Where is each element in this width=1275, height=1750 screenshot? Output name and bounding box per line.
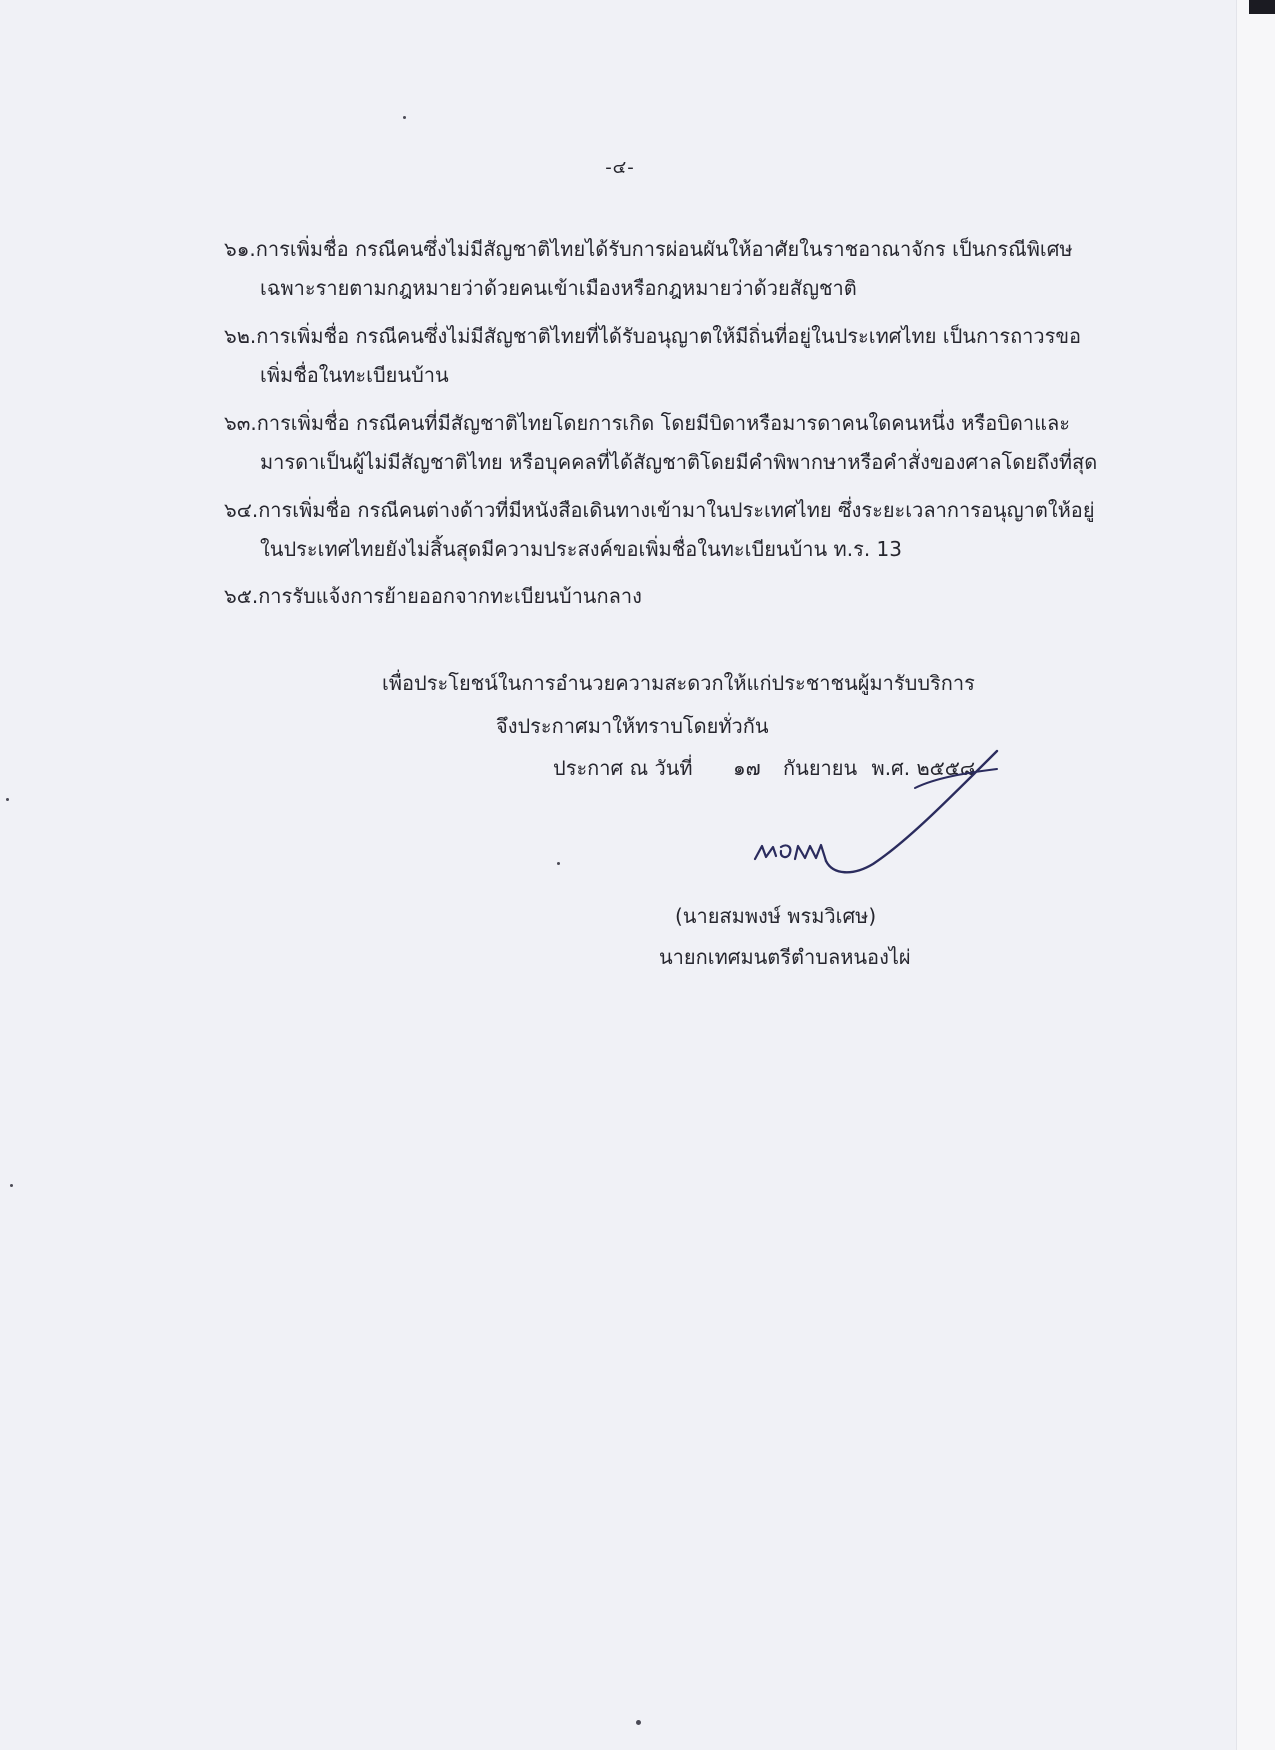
handwritten-signature: [745, 735, 1015, 885]
list-item-continuation: มารดาเป็นผู้ไม่มีสัญชาติไทย หรือบุคคลที่ได้สัญชาติโดยมีคำพิพากษาหรือคำสั่งของศาลโดยถึงที่สุด: [260, 450, 1098, 474]
closing-announce: จึงประกาศมาให้ทราบโดยทั่วกัน: [496, 714, 769, 738]
list-item-text: ๖๓.การเพิ่มชื่อ กรณีคนที่มีสัญชาติไทยโดยการเกิด โดยมีบิดาหรือมารดาคนใดคนหนึ่ง หรือบิดาและ: [224, 411, 1071, 435]
scan-speck: [10, 1184, 13, 1187]
date-prefix: ประกาศ ณ วันที่: [553, 756, 693, 780]
scan-corner-mark: [1249, 0, 1275, 14]
signer-name: (นายสมพงษ์ พรมวิเศษ): [675, 904, 877, 928]
date-month: กันยายน: [783, 756, 858, 780]
list-item-text: ๖๕.การรับแจ้งการย้ายออกจากทะเบียนบ้านกลาง: [224, 584, 642, 608]
list-item-continuation: เพิ่มชื่อในทะเบียนบ้าน: [260, 363, 449, 387]
closing-purpose: เพื่อประโยชน์ในการอำนวยความสะดวกให้แก่ประชาชนผู้มารับบริการ: [382, 671, 975, 695]
date-day: ๑๗: [732, 756, 761, 780]
list-item-continuation: ในประเทศไทยยังไม่สิ้นสุดมีความประสงค์ขอเพิ่มชื่อในทะเบียนบ้าน ท.ร. 13: [260, 537, 902, 561]
signer-title: นายกเทศมนตรีตำบลหนองไผ่: [659, 945, 911, 969]
scan-margin: [1236, 0, 1275, 1750]
scan-speck: [6, 798, 9, 801]
list-item: [224, 236, 1073, 301]
list-item: [224, 410, 1097, 475]
date-year: พ.ศ. ๒๕๕๘: [871, 756, 976, 780]
list-item: [224, 497, 1095, 562]
list-item: [224, 583, 642, 609]
scan-speck: [403, 116, 406, 119]
list-item-continuation: เฉพาะรายตามกฎหมายว่าด้วยคนเข้าเมืองหรือกฎหมายว่าด้วยสัญชาติ: [260, 276, 857, 300]
list-item-text: ๖๒.การเพิ่มชื่อ กรณีคนซึ่งไม่มีสัญชาติไทยที่ได้รับอนุญาตให้มีถิ่นที่อยู่ในประเทศไทย เป็นการถาวรขอ: [224, 324, 1082, 348]
page-number: -๔-: [605, 157, 635, 178]
scan-speck: [636, 1720, 641, 1725]
list-item-text: ๖๑.การเพิ่มชื่อ กรณีคนซึ่งไม่มีสัญชาติไทยได้รับการผ่อนผันให้อาศัยในราชอาณาจักร เป็นกรณีพิเศษ: [224, 237, 1073, 261]
scan-speck: [557, 862, 560, 865]
list-item: [224, 323, 1081, 388]
list-item-text: ๖๔.การเพิ่มชื่อ กรณีคนต่างด้าวที่มีหนังสือเดินทางเข้ามาในประเทศไทย ซึ่งระยะเวลาการอนุญาตให้อยู่: [224, 498, 1095, 522]
